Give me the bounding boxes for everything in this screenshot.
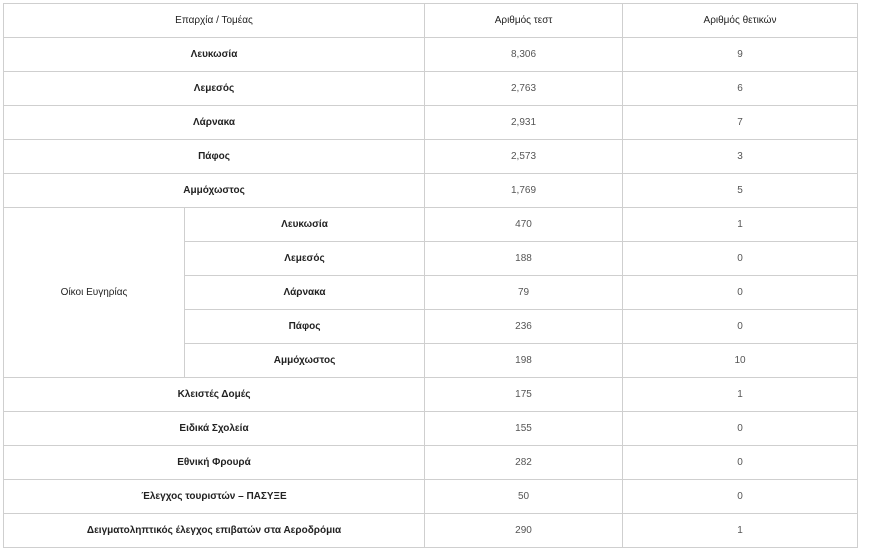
district-name: Πάφος [4,140,425,174]
positives-count: 0 [623,310,858,344]
tests-count: 2,573 [425,140,623,174]
tests-count: 282 [425,446,623,480]
tests-count: 470 [425,208,623,242]
care-home-district: Αμμόχωστος [185,344,425,378]
positives-count: 0 [623,446,858,480]
table-row [4,446,858,480]
positives-count: 3 [623,140,858,174]
positives-count: 1 [623,208,858,242]
tests-count: 50 [425,480,623,514]
tests-count: 290 [425,514,623,548]
care-home-district: Λεμεσός [185,242,425,276]
tests-count: 236 [425,310,623,344]
tests-count: 2,763 [425,72,623,106]
positives-count: 0 [623,412,858,446]
tests-count: 2,931 [425,106,623,140]
table-row [4,140,858,174]
care-homes-group-label: Οίκοι Ευγηρίας [4,208,185,378]
positives-count: 7 [623,106,858,140]
table-row [4,480,858,514]
positives-count: 0 [623,242,858,276]
sector-name: Δειγματοληπτικός έλεγχος επιβατών στα Αεροδρόμια [4,514,425,548]
care-home-district: Λευκωσία [185,208,425,242]
table-row [4,208,858,242]
positives-count: 0 [623,480,858,514]
tests-count: 155 [425,412,623,446]
header-positives: Αριθμός θετικών [623,4,858,38]
tests-count: 1,769 [425,174,623,208]
header-tests: Αριθμός τεστ [425,4,623,38]
positives-count: 1 [623,378,858,412]
district-name: Αμμόχωστος [4,174,425,208]
table-row [4,514,858,548]
tests-count: 175 [425,378,623,412]
positives-count: 10 [623,344,858,378]
positives-count: 1 [623,514,858,548]
care-home-district: Πάφος [185,310,425,344]
table-header-row [4,4,858,38]
table-row [4,174,858,208]
tests-count: 8,306 [425,38,623,72]
positives-count: 6 [623,72,858,106]
district-name: Λευκωσία [4,38,425,72]
sector-name: Κλειστές Δομές [4,378,425,412]
tests-count: 188 [425,242,623,276]
table-row [4,38,858,72]
tests-count: 198 [425,344,623,378]
table-row [4,412,858,446]
district-name: Λεμεσός [4,72,425,106]
positives-count: 5 [623,174,858,208]
district-name: Λάρνακα [4,106,425,140]
positives-count: 0 [623,276,858,310]
results-table [3,3,858,548]
table-row [4,72,858,106]
table-row [4,106,858,140]
table-row [4,378,858,412]
positives-count: 9 [623,38,858,72]
sector-name: Έλεγχος τουριστών – ΠΑΣΥΞΕ [4,480,425,514]
care-home-district: Λάρνακα [185,276,425,310]
sector-name: Ειδικά Σχολεία [4,412,425,446]
sector-name: Εθνική Φρουρά [4,446,425,480]
header-region: Επαρχία / Τομέας [4,4,425,38]
tests-count: 79 [425,276,623,310]
results-table-container [3,3,858,548]
